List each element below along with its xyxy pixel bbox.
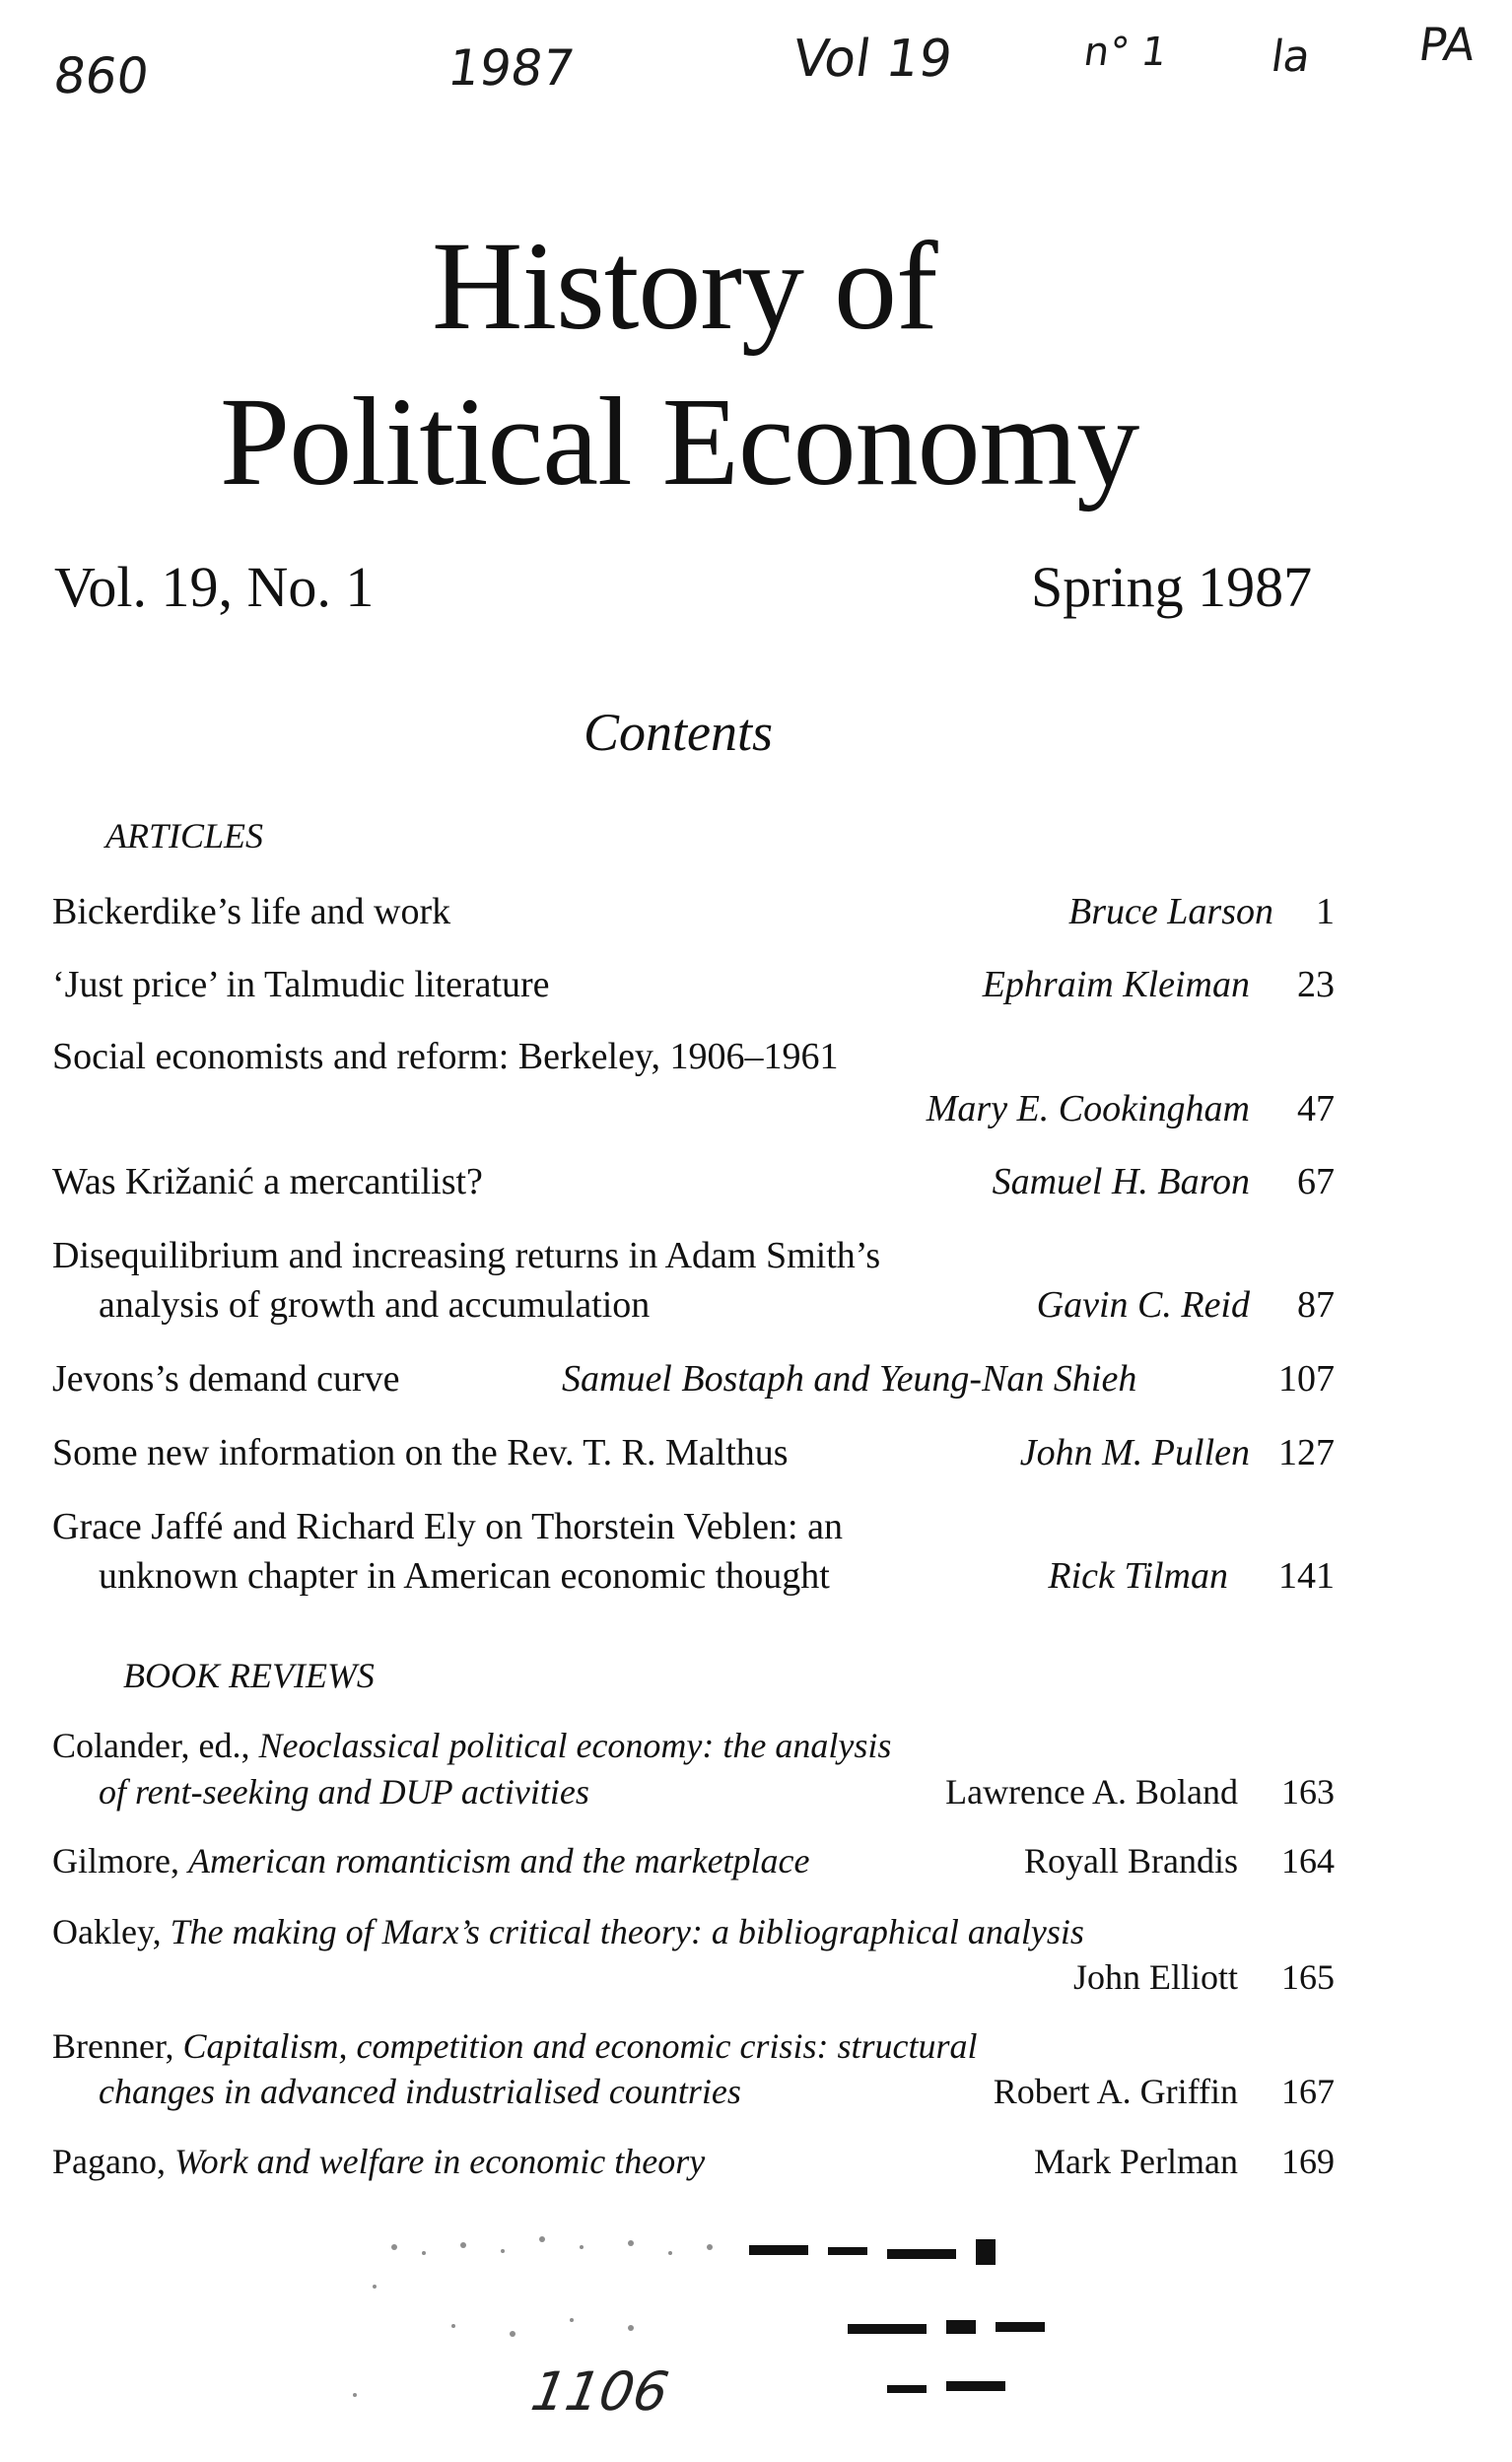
article-author: Samuel H. Baron <box>992 1161 1250 1202</box>
journal-title-line1: History of <box>432 216 937 356</box>
library-stamp-icon <box>335 2218 1124 2444</box>
review-page: 169 <box>1281 2142 1335 2181</box>
handwritten-pa: PA <box>1415 18 1479 71</box>
handwritten-call-number: 860 <box>49 47 153 104</box>
contents-heading: Contents <box>584 703 774 762</box>
article-title: Social economists and reform: Berkeley, 1906–1961 <box>52 1036 839 1077</box>
review-reviewer: Lawrence A. Boland <box>945 1772 1238 1812</box>
article-title: Grace Jaffé and Richard Ely on Thorstein Veblen: an <box>52 1506 843 1547</box>
article-title: Was Križanić a mercantilist? <box>52 1161 483 1202</box>
review-book-title: Work and welfare in economic theory <box>173 2142 706 2181</box>
article-title: Disequilibrium and increasing returns in Adam Smith’s <box>52 1235 881 1276</box>
review-entry <box>52 2028 977 2064</box>
review-page: 167 <box>1281 2072 1335 2111</box>
article-title-continued: unknown chapter in American economic thought <box>99 1555 830 1597</box>
review-book-title-continued: changes in advanced industrialised countries <box>99 2072 741 2111</box>
review-book-title-continued: of rent-seeking and DUP activities <box>99 1772 589 1812</box>
article-page: 23 <box>1297 964 1335 1005</box>
article-author: Mary E. Cookingham <box>926 1088 1250 1129</box>
review-page: 163 <box>1281 1772 1335 1812</box>
article-page: 141 <box>1278 1555 1335 1597</box>
stamp-number: 1106 <box>526 2360 673 2423</box>
journal-title-line2: Political Economy <box>220 372 1139 512</box>
article-title: Jevons’s demand curve <box>52 1358 400 1400</box>
review-book-author: Pagano, <box>52 2142 166 2181</box>
review-book-author: Oakley, <box>52 1912 162 1951</box>
article-title-continued: analysis of growth and accumulation <box>99 1284 651 1326</box>
review-page: 164 <box>1281 1841 1335 1881</box>
review-entry <box>52 1728 891 1763</box>
article-title: Some new information on the Rev. T. R. Malthus <box>52 1432 789 1473</box>
article-author: Ephraim Kleiman <box>982 964 1250 1005</box>
review-entry <box>52 2144 705 2179</box>
review-entry <box>52 1843 810 1879</box>
review-book-title: Neoclassical political economy: the analysis <box>258 1726 892 1765</box>
handwritten-volume: Vol 19 <box>789 30 956 89</box>
review-book-author: Brenner, <box>52 2026 174 2066</box>
journal-season: Spring 1987 <box>1031 555 1313 619</box>
article-page: 47 <box>1297 1088 1335 1129</box>
review-book-title: American romanticism and the marketplace <box>187 1841 810 1881</box>
article-author: Gavin C. Reid <box>1036 1284 1250 1326</box>
article-page: 1 <box>1316 891 1335 932</box>
review-page: 165 <box>1281 1957 1335 1997</box>
article-title: ‘Just price’ in Talmudic literature <box>52 964 550 1005</box>
review-reviewer: Robert A. Griffin <box>993 2072 1238 2111</box>
article-page: 67 <box>1297 1161 1335 1202</box>
review-reviewer: Royall Brandis <box>1024 1841 1238 1881</box>
journal-volume: Vol. 19, No. 1 <box>54 555 375 619</box>
review-book-author: Gilmore, <box>52 1841 179 1881</box>
book-reviews-heading: BOOK REVIEWS <box>123 1656 375 1695</box>
handwritten-number: n° 1 <box>1080 30 1170 75</box>
review-entry <box>52 1914 1084 1949</box>
review-book-title: Capitalism, competition and economic crisis: structural <box>182 2026 978 2066</box>
review-reviewer: Mark Perlman <box>1034 2142 1238 2181</box>
review-book-title: The making of Marx’s critical theory: a bibliographical analysis <box>170 1912 1084 1951</box>
handwritten-la: la <box>1268 32 1314 82</box>
review-book-author: Colander, ed., <box>52 1726 250 1765</box>
handwritten-year: 1987 <box>444 39 579 97</box>
article-author: Samuel Bostaph and Yeung-Nan Shieh <box>562 1358 1137 1400</box>
article-page: 87 <box>1297 1284 1335 1326</box>
article-title: Bickerdike’s life and work <box>52 891 451 932</box>
article-author: Rick Tilman <box>1048 1555 1228 1597</box>
articles-heading: ARTICLES <box>105 816 264 855</box>
review-reviewer: John Elliott <box>1072 1957 1238 1997</box>
article-author: Bruce Larson <box>1068 891 1273 932</box>
article-page: 127 <box>1278 1432 1335 1473</box>
article-author: John M. Pullen <box>1019 1432 1250 1473</box>
article-page: 107 <box>1278 1358 1335 1400</box>
